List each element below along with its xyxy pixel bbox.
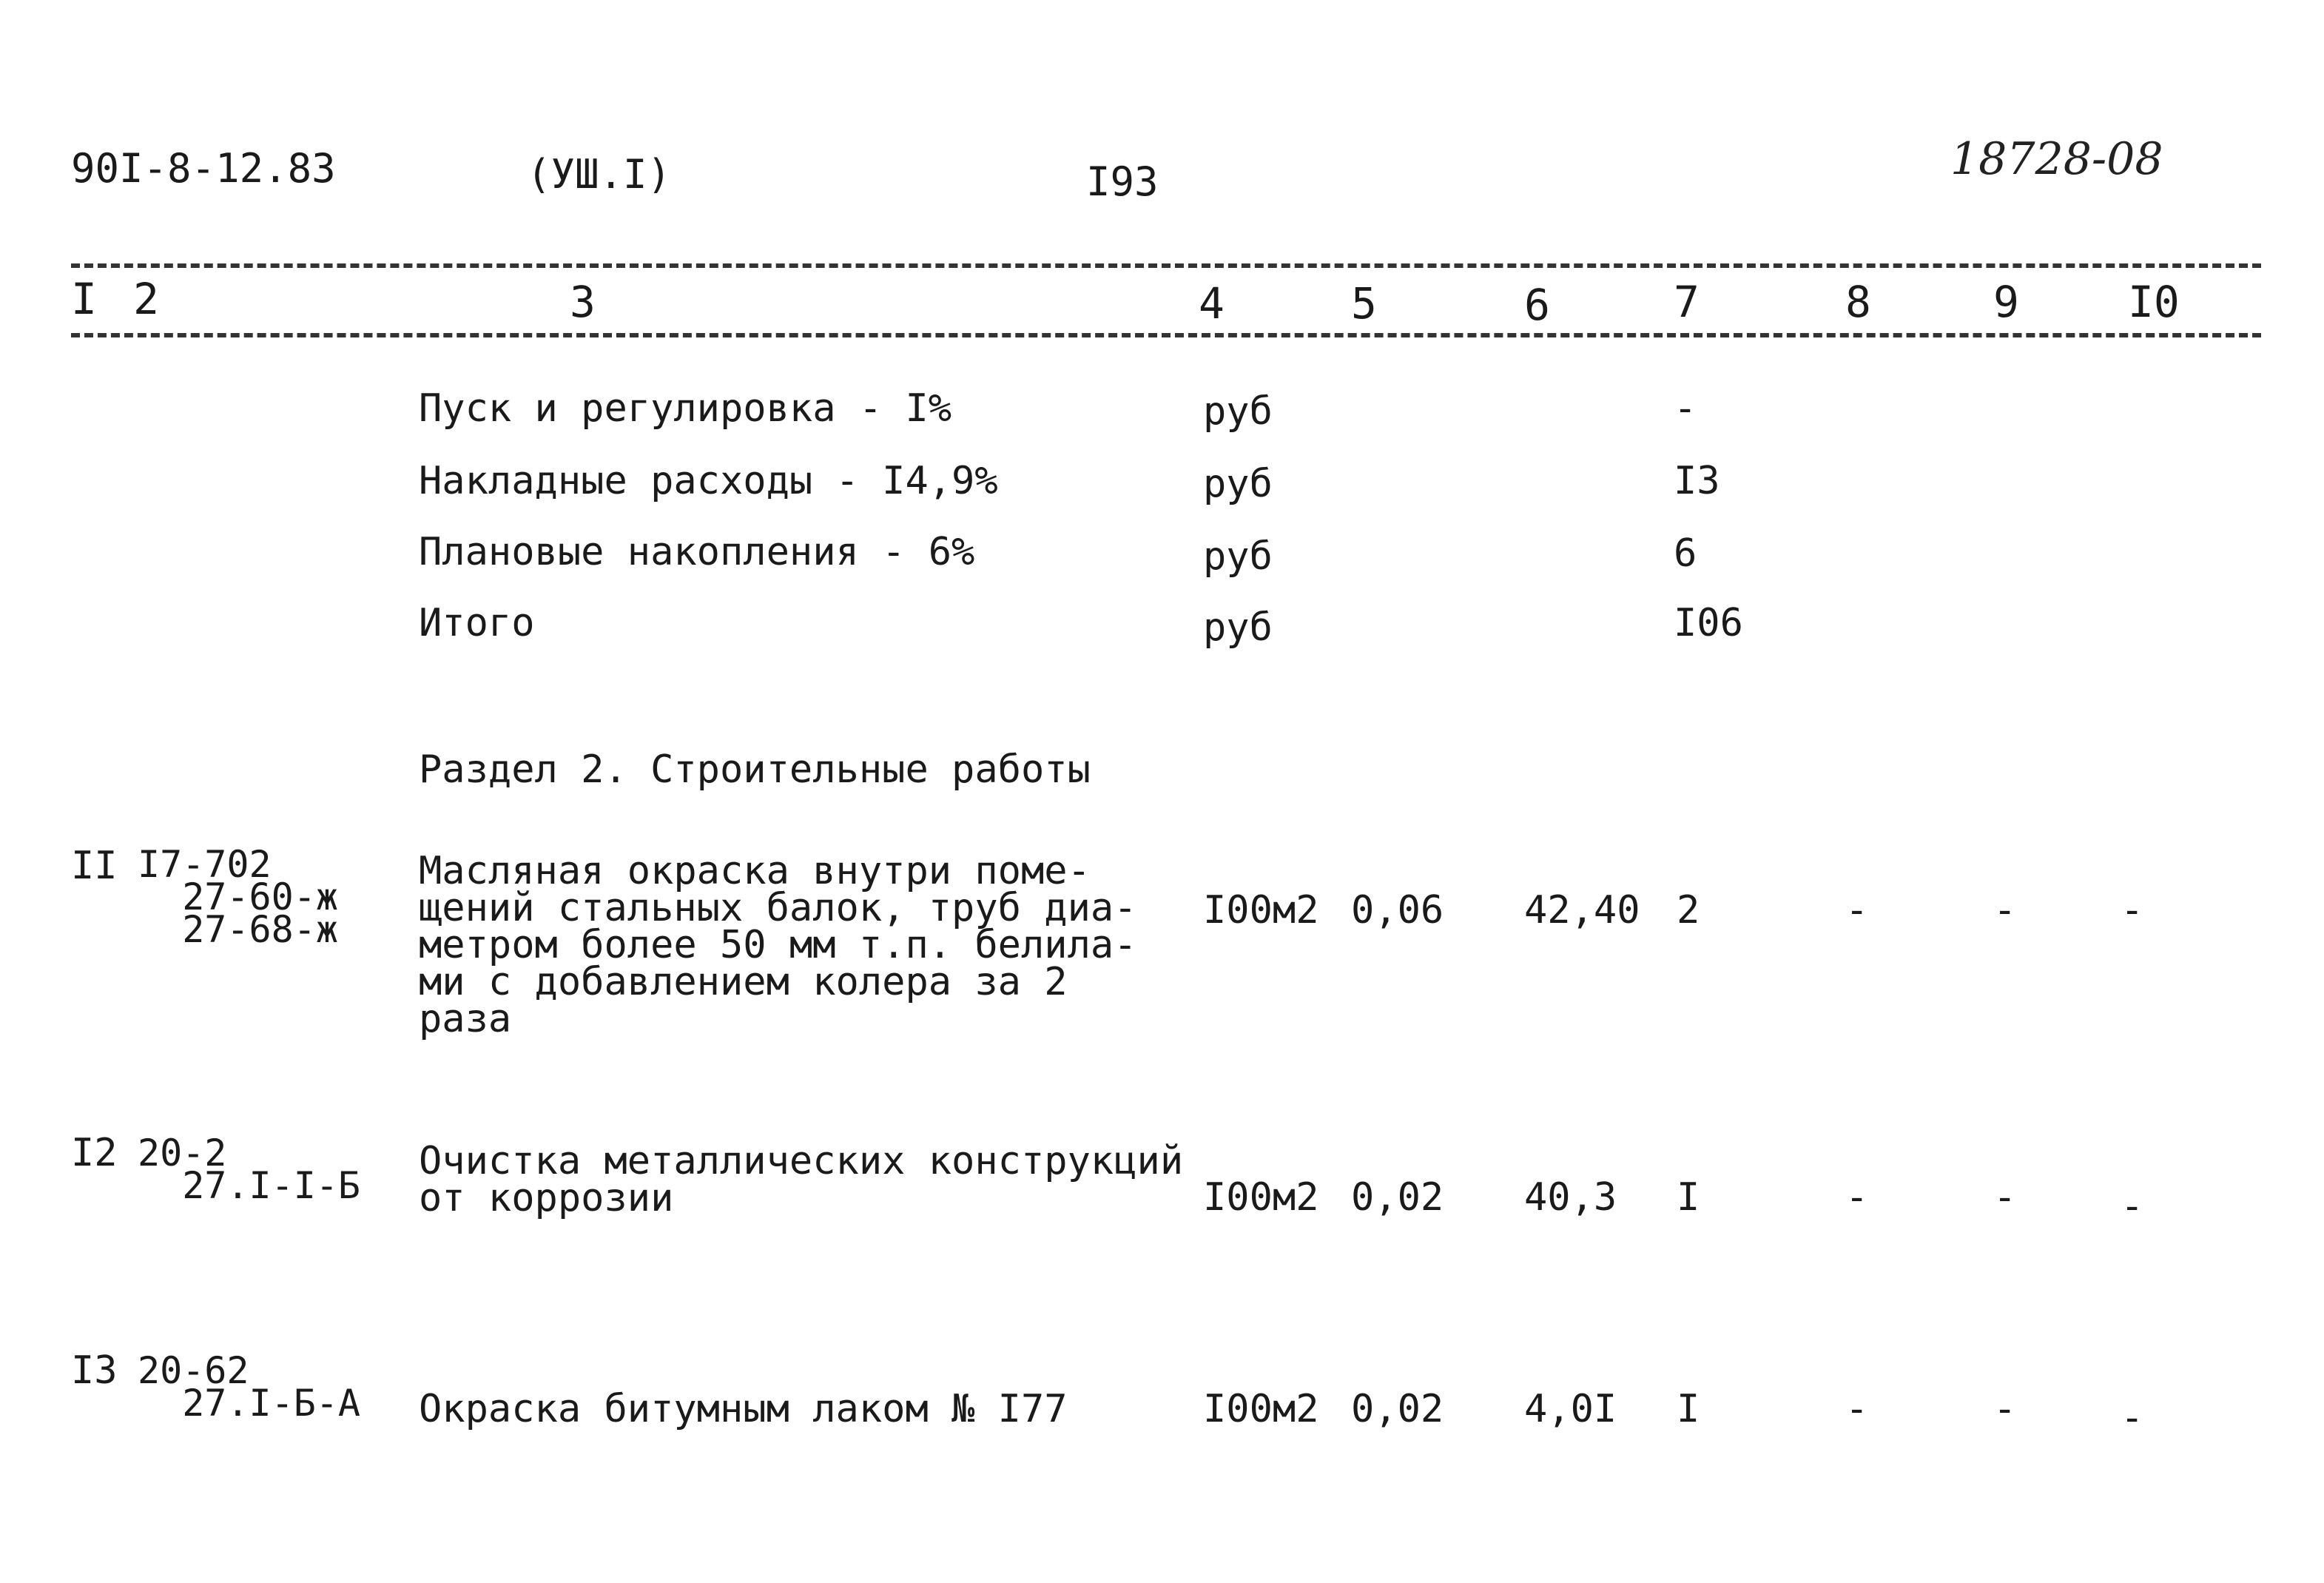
summary-unit: руб	[1203, 534, 1273, 579]
item-codes: 20-2 27.I-I-Б	[138, 1132, 361, 1207]
column-number-2: 2	[133, 274, 159, 324]
column-number-7: 7	[1674, 277, 1700, 327]
summary-label: Плановые накопления - 6%	[419, 530, 975, 574]
item-col9: -	[1993, 888, 2017, 932]
column-number-1: I	[71, 274, 97, 324]
document-code: 90I-8-12.83	[71, 145, 336, 192]
item-total: I	[1677, 1175, 1700, 1220]
summary-label: Накладные расходы - I4,9%	[419, 459, 998, 503]
item-col10: -	[2121, 888, 2144, 932]
item-col9: -	[1993, 1387, 2017, 1431]
item-price: 4,0I	[1524, 1387, 1617, 1431]
column-number-5: 5	[1351, 278, 1377, 329]
column-number-8: 8	[1845, 277, 1871, 327]
item-col8: -	[1845, 1175, 1869, 1220]
item-total: 2	[1677, 888, 1700, 932]
item-price: 42,40	[1524, 888, 1640, 932]
item-number: I3	[71, 1348, 118, 1393]
handwritten-number: 18728-08	[1950, 133, 2163, 185]
item-quantity: 0,02	[1351, 1387, 1444, 1431]
item-col10: -	[2121, 1396, 2144, 1440]
item-description: Очистка металлических конструкций от коррозии	[419, 1139, 1184, 1220]
summary-unit: руб	[1203, 462, 1273, 506]
item-description: Окраска битумным лаком № I77	[419, 1387, 1068, 1431]
section-title: Раздел 2. Строительные работы	[419, 747, 1091, 792]
table-header-bottom-rule	[71, 333, 2261, 337]
summary-label: Пуск и регулировка - I%	[419, 386, 952, 431]
item-col8: -	[1845, 888, 1869, 932]
summary-value: I3	[1674, 459, 1720, 503]
column-number-3: 3	[570, 277, 596, 327]
summary-value: -	[1674, 386, 1697, 431]
summary-label: Итого	[419, 601, 535, 645]
column-number-9: 9	[1993, 277, 2019, 327]
column-number-10: I0	[2128, 277, 2180, 327]
item-codes: I7-702 27-60-ж 27-68-ж	[138, 843, 338, 951]
column-number-4: 4	[1199, 278, 1225, 329]
item-quantity: 0,02	[1351, 1175, 1444, 1220]
item-number: II	[71, 844, 118, 888]
item-col9: -	[1993, 1175, 2017, 1220]
page-number: I93	[1086, 158, 1159, 205]
section-reference: (УШ.I)	[527, 151, 672, 198]
item-quantity: 0,06	[1351, 888, 1444, 932]
item-col8: -	[1845, 1387, 1869, 1431]
item-unit: I00м2	[1203, 1175, 1319, 1220]
table-header-top-rule	[71, 263, 2261, 268]
summary-unit: руб	[1203, 605, 1273, 650]
summary-unit: руб	[1203, 389, 1273, 434]
item-total: I	[1677, 1387, 1700, 1431]
item-codes: 20-62 27.I-Б-А	[138, 1349, 361, 1425]
item-description: Масляная окраска внутри поме- щений стальных балок, труб диа- метром более 50 мм т.п. белила- ми с добавлением колера за 2 раза	[419, 849, 1137, 1041]
item-price: 40,3	[1524, 1175, 1617, 1220]
item-number: I2	[71, 1131, 118, 1175]
item-unit: I00м2	[1203, 1387, 1319, 1431]
column-number-6: 6	[1524, 280, 1550, 330]
item-col10: -	[2121, 1184, 2144, 1229]
item-unit: I00м2	[1203, 888, 1319, 932]
summary-value: 6	[1674, 531, 1697, 576]
summary-value: I06	[1674, 601, 1743, 645]
